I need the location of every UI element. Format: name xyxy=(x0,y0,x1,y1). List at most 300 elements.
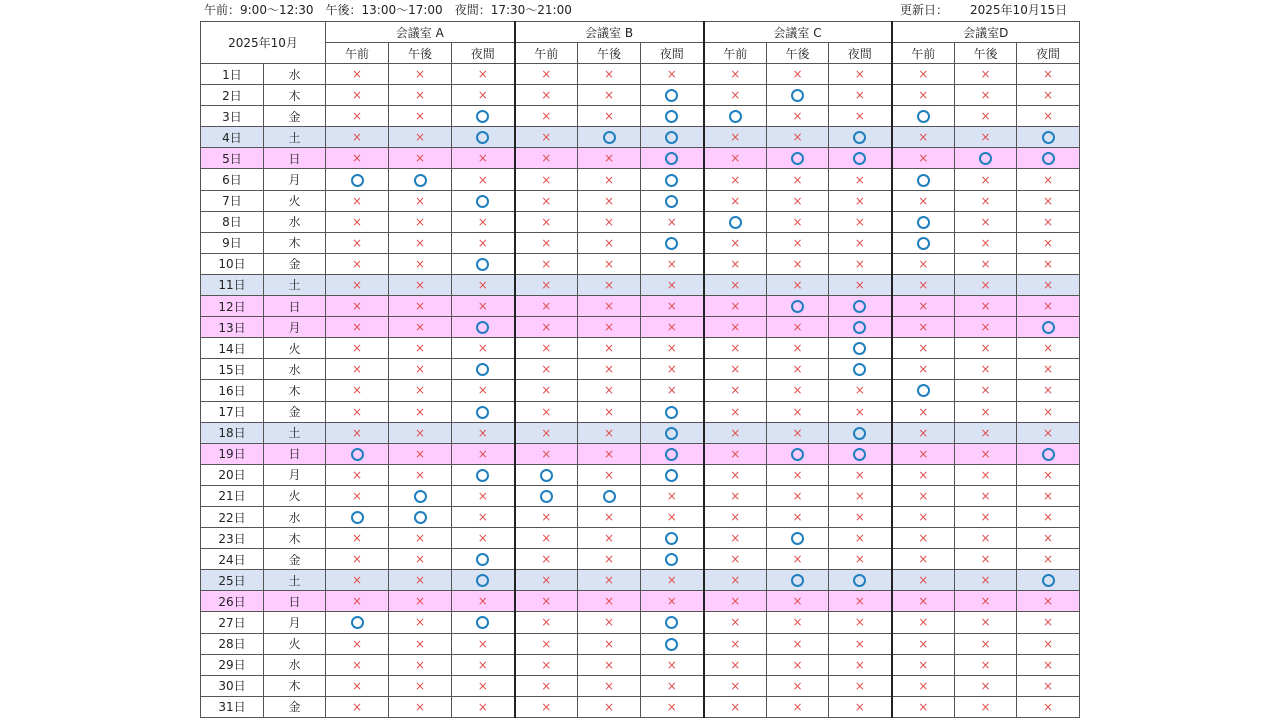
availability-cell xyxy=(767,570,829,591)
availability-cell xyxy=(452,633,515,654)
unavailable-mark: × xyxy=(918,404,929,419)
availability-cell xyxy=(641,106,704,127)
unavailable-mark: × xyxy=(414,467,426,482)
unavailable-mark: × xyxy=(792,341,803,356)
availability-cell xyxy=(767,296,829,317)
unavailable-mark: × xyxy=(854,256,865,271)
availability-cell xyxy=(515,211,578,232)
unavailable-mark: × xyxy=(792,699,803,714)
unavailable-mark: × xyxy=(351,467,363,482)
unavailable-mark: × xyxy=(730,446,741,461)
availability-cell xyxy=(767,528,829,549)
availability-cell xyxy=(892,675,955,696)
unavailable-mark: × xyxy=(918,636,929,651)
table-row xyxy=(201,696,1080,717)
availability-cell xyxy=(515,506,578,527)
unavailable-mark: × xyxy=(477,67,488,82)
unavailable-mark: × xyxy=(541,235,552,250)
availability-cell xyxy=(452,127,515,148)
availability-cell xyxy=(892,232,955,253)
availability-cell xyxy=(892,443,955,464)
availability-cell xyxy=(389,675,452,696)
availability-cell xyxy=(1017,443,1080,464)
availability-cell xyxy=(829,696,892,717)
room-header-b: 会議室 B xyxy=(515,22,704,43)
slot-header: 午前 xyxy=(704,43,767,64)
availability-cell xyxy=(892,380,955,401)
room-header-d: 会議室D xyxy=(892,22,1080,43)
availability-cell xyxy=(704,633,767,654)
available-mark xyxy=(476,110,489,123)
unavailable-mark: × xyxy=(854,214,865,229)
availability-cell xyxy=(892,274,955,295)
availability-cell xyxy=(326,675,389,696)
availability-cell xyxy=(704,675,767,696)
available-mark xyxy=(603,131,616,144)
unavailable-mark: × xyxy=(666,657,677,672)
availability-cell xyxy=(515,127,578,148)
unavailable-mark: × xyxy=(1043,109,1054,124)
unavailable-mark: × xyxy=(792,404,803,419)
unavailable-mark: × xyxy=(918,657,929,672)
unavailable-mark: × xyxy=(980,320,991,335)
available-mark xyxy=(853,574,866,587)
room-header-a: 会議室 A xyxy=(326,22,515,43)
availability-cell xyxy=(829,211,892,232)
available-mark xyxy=(414,174,427,187)
availability-cell xyxy=(326,317,389,338)
availability-cell xyxy=(767,485,829,506)
unavailable-mark: × xyxy=(604,531,615,546)
unavailable-mark: × xyxy=(792,235,803,250)
availability-cell xyxy=(389,296,452,317)
weekday-cell: 金 xyxy=(264,696,326,717)
availability-cell xyxy=(389,696,452,717)
availability-cell xyxy=(892,654,955,675)
unavailable-mark: × xyxy=(351,362,363,377)
unavailable-mark: × xyxy=(351,531,363,546)
available-mark xyxy=(853,363,866,376)
day-cell: 4日 xyxy=(201,127,264,148)
availability-cell xyxy=(892,127,955,148)
availability-cell xyxy=(704,549,767,570)
table-row xyxy=(201,506,1080,527)
availability-cell xyxy=(704,127,767,148)
available-mark xyxy=(1042,152,1055,165)
table-row xyxy=(201,591,1080,612)
availability-cell xyxy=(955,190,1017,211)
availability-cell xyxy=(515,274,578,295)
unavailable-mark: × xyxy=(918,678,929,693)
availability-cell xyxy=(892,591,955,612)
availability-cell xyxy=(892,148,955,169)
table-row xyxy=(201,106,1080,127)
availability-cell xyxy=(1017,64,1080,85)
weekday-cell: 金 xyxy=(264,401,326,422)
unavailable-mark: × xyxy=(477,425,488,440)
availability-cell xyxy=(578,106,641,127)
availability-cell xyxy=(955,549,1017,570)
availability-cell xyxy=(892,253,955,274)
availability-cell xyxy=(955,696,1017,717)
availability-cell xyxy=(767,274,829,295)
unavailable-mark: × xyxy=(1043,341,1054,356)
availability-cell xyxy=(829,169,892,190)
availability-cell xyxy=(704,190,767,211)
table-row xyxy=(201,317,1080,338)
unavailable-mark: × xyxy=(351,130,363,145)
unavailable-mark: × xyxy=(980,299,991,314)
availability-cell xyxy=(578,443,641,464)
day-cell: 16日 xyxy=(201,380,264,401)
unavailable-mark: × xyxy=(414,573,426,588)
availability-cell xyxy=(641,485,704,506)
availability-cell xyxy=(704,274,767,295)
slot-header: 午前 xyxy=(515,43,578,64)
availability-cell xyxy=(326,654,389,675)
availability-cell xyxy=(326,359,389,380)
available-mark xyxy=(853,342,866,355)
availability-cell xyxy=(892,696,955,717)
unavailable-mark: × xyxy=(351,383,363,398)
unavailable-mark: × xyxy=(604,193,615,208)
availability-cell xyxy=(767,506,829,527)
availability-cell xyxy=(892,464,955,485)
unavailable-mark: × xyxy=(918,256,929,271)
availability-cell xyxy=(892,211,955,232)
unavailable-mark: × xyxy=(980,256,991,271)
availability-cell xyxy=(704,64,767,85)
availability-cell xyxy=(515,148,578,169)
availability-cell xyxy=(389,317,452,338)
availability-cell xyxy=(452,64,515,85)
availability-cell xyxy=(326,338,389,359)
unavailable-mark: × xyxy=(414,362,426,377)
table-row xyxy=(201,654,1080,675)
unavailable-mark: × xyxy=(351,299,363,314)
unavailable-mark: × xyxy=(351,552,363,567)
availability-cell xyxy=(1017,485,1080,506)
unavailable-mark: × xyxy=(918,193,929,208)
unavailable-mark: × xyxy=(541,362,552,377)
day-cell: 20日 xyxy=(201,464,264,485)
availability-cell xyxy=(326,169,389,190)
unavailable-mark: × xyxy=(1043,594,1054,609)
unavailable-mark: × xyxy=(541,615,552,630)
available-mark xyxy=(853,300,866,313)
unavailable-mark: × xyxy=(477,699,488,714)
availability-cell xyxy=(515,591,578,612)
weekday-cell: 日 xyxy=(264,296,326,317)
availability-cell xyxy=(389,274,452,295)
availability-cell xyxy=(892,338,955,359)
availability-cell xyxy=(389,570,452,591)
unavailable-mark: × xyxy=(414,214,426,229)
unavailable-mark: × xyxy=(792,172,803,187)
availability-cell xyxy=(578,506,641,527)
unavailable-mark: × xyxy=(854,235,865,250)
unavailable-mark: × xyxy=(980,467,991,482)
unavailable-mark: × xyxy=(980,615,991,630)
unavailable-mark: × xyxy=(604,699,615,714)
unavailable-mark: × xyxy=(414,678,426,693)
availability-cell xyxy=(578,401,641,422)
unavailable-mark: × xyxy=(414,552,426,567)
unavailable-mark: × xyxy=(730,383,741,398)
availability-cell xyxy=(641,232,704,253)
day-cell: 6日 xyxy=(201,169,264,190)
unavailable-mark: × xyxy=(792,467,803,482)
unavailable-mark: × xyxy=(1043,510,1054,525)
availability-cell xyxy=(641,696,704,717)
availability-cell xyxy=(829,528,892,549)
availability-cell xyxy=(829,106,892,127)
unavailable-mark: × xyxy=(854,615,865,630)
availability-cell xyxy=(326,612,389,633)
unavailable-mark: × xyxy=(980,425,991,440)
availability-cell xyxy=(578,570,641,591)
availability-cell xyxy=(452,169,515,190)
unavailable-mark: × xyxy=(1043,67,1054,82)
unavailable-mark: × xyxy=(918,130,929,145)
unavailable-mark: × xyxy=(541,130,552,145)
unavailable-mark: × xyxy=(477,277,488,292)
unavailable-mark: × xyxy=(730,531,741,546)
weekday-cell: 月 xyxy=(264,464,326,485)
available-mark xyxy=(791,300,804,313)
unavailable-mark: × xyxy=(918,341,929,356)
availability-cell xyxy=(452,696,515,717)
unavailable-mark: × xyxy=(1043,552,1054,567)
availability-cell xyxy=(955,570,1017,591)
availability-cell xyxy=(578,85,641,106)
unavailable-mark: × xyxy=(854,88,865,103)
day-cell: 10日 xyxy=(201,253,264,274)
weekday-cell: 土 xyxy=(264,274,326,295)
unavailable-mark: × xyxy=(918,552,929,567)
availability-cell xyxy=(326,422,389,443)
availability-cell xyxy=(829,232,892,253)
unavailable-mark: × xyxy=(792,510,803,525)
unavailable-mark: × xyxy=(351,67,363,82)
unavailable-mark: × xyxy=(414,531,426,546)
unavailable-mark: × xyxy=(854,636,865,651)
weekday-cell: 日 xyxy=(264,591,326,612)
day-cell: 25日 xyxy=(201,570,264,591)
unavailable-mark: × xyxy=(477,214,488,229)
availability-cell xyxy=(955,64,1017,85)
weekday-cell: 月 xyxy=(264,317,326,338)
table-row xyxy=(201,464,1080,485)
unavailable-mark: × xyxy=(730,235,741,250)
unavailable-mark: × xyxy=(351,235,363,250)
available-mark xyxy=(476,195,489,208)
unavailable-mark: × xyxy=(604,341,615,356)
available-mark xyxy=(665,131,678,144)
unavailable-mark: × xyxy=(604,67,615,82)
unavailable-mark: × xyxy=(351,678,363,693)
availability-cell xyxy=(704,359,767,380)
unavailable-mark: × xyxy=(1043,362,1054,377)
unavailable-mark: × xyxy=(1043,657,1054,672)
availability-cell xyxy=(829,317,892,338)
availability-cell xyxy=(704,654,767,675)
unavailable-mark: × xyxy=(1043,404,1054,419)
availability-cell xyxy=(515,64,578,85)
availability-cell xyxy=(389,359,452,380)
availability-cell xyxy=(1017,380,1080,401)
availability-cell xyxy=(452,464,515,485)
unavailable-mark: × xyxy=(918,573,929,588)
availability-cell xyxy=(515,232,578,253)
unavailable-mark: × xyxy=(980,404,991,419)
day-cell: 12日 xyxy=(201,296,264,317)
availability-cell xyxy=(767,380,829,401)
availability-cell xyxy=(515,169,578,190)
availability-cell xyxy=(641,422,704,443)
availability-cell xyxy=(578,253,641,274)
unavailable-mark: × xyxy=(980,657,991,672)
unavailable-mark: × xyxy=(541,67,552,82)
available-mark xyxy=(853,448,866,461)
unavailable-mark: × xyxy=(854,383,865,398)
availability-cell xyxy=(1017,696,1080,717)
unavailable-mark: × xyxy=(730,573,741,588)
unavailable-mark: × xyxy=(541,552,552,567)
weekday-cell: 土 xyxy=(264,127,326,148)
availability-cell xyxy=(452,211,515,232)
unavailable-mark: × xyxy=(1043,214,1054,229)
unavailable-mark: × xyxy=(918,467,929,482)
availability-cell xyxy=(641,127,704,148)
slot-header: 午前 xyxy=(326,43,389,64)
unavailable-mark: × xyxy=(477,531,488,546)
availability-cell xyxy=(326,464,389,485)
table-row xyxy=(201,528,1080,549)
unavailable-mark: × xyxy=(1043,636,1054,651)
unavailable-mark: × xyxy=(541,657,552,672)
availability-cell xyxy=(578,64,641,85)
availability-cell xyxy=(892,570,955,591)
availability-cell xyxy=(452,549,515,570)
unavailable-mark: × xyxy=(414,615,426,630)
available-mark xyxy=(665,152,678,165)
unavailable-mark: × xyxy=(414,320,426,335)
weekday-cell: 水 xyxy=(264,654,326,675)
availability-cell xyxy=(955,675,1017,696)
availability-cell xyxy=(892,317,955,338)
unavailable-mark: × xyxy=(792,657,803,672)
availability-cell xyxy=(641,169,704,190)
unavailable-mark: × xyxy=(1043,172,1054,187)
day-cell: 17日 xyxy=(201,401,264,422)
unavailable-mark: × xyxy=(477,446,488,461)
slot-header: 夜間 xyxy=(641,43,704,64)
unavailable-mark: × xyxy=(414,404,426,419)
availability-cell xyxy=(578,696,641,717)
availability-cell xyxy=(1017,359,1080,380)
available-mark xyxy=(853,152,866,165)
availability-cell xyxy=(515,401,578,422)
availability-cell xyxy=(515,464,578,485)
unavailable-mark: × xyxy=(604,552,615,567)
unavailable-mark: × xyxy=(1043,256,1054,271)
available-mark xyxy=(476,363,489,376)
availability-cell xyxy=(389,591,452,612)
availability-cell xyxy=(452,148,515,169)
unavailable-mark: × xyxy=(918,594,929,609)
unavailable-mark: × xyxy=(604,299,615,314)
availability-cell xyxy=(955,296,1017,317)
availability-cell xyxy=(1017,338,1080,359)
unavailable-mark: × xyxy=(351,594,363,609)
availability-cell xyxy=(389,506,452,527)
availability-cell xyxy=(515,106,578,127)
availability-cell xyxy=(389,148,452,169)
availability-cell xyxy=(326,401,389,422)
slot-header: 午後 xyxy=(767,43,829,64)
availability-cell xyxy=(326,485,389,506)
unavailable-mark: × xyxy=(477,657,488,672)
weekday-cell: 土 xyxy=(264,570,326,591)
available-mark xyxy=(665,469,678,482)
unavailable-mark: × xyxy=(541,341,552,356)
availability-cell xyxy=(892,190,955,211)
availability-cell xyxy=(452,232,515,253)
availability-cell xyxy=(955,380,1017,401)
availability-cell xyxy=(955,654,1017,675)
unavailable-mark: × xyxy=(351,488,363,503)
unavailable-mark: × xyxy=(604,678,615,693)
availability-cell xyxy=(1017,401,1080,422)
weekday-cell: 日 xyxy=(264,443,326,464)
unavailable-mark: × xyxy=(541,320,552,335)
unavailable-mark: × xyxy=(604,277,615,292)
availability-cell xyxy=(829,64,892,85)
unavailable-mark: × xyxy=(666,678,677,693)
day-cell: 24日 xyxy=(201,549,264,570)
unavailable-mark: × xyxy=(351,341,363,356)
availability-cell xyxy=(641,359,704,380)
unavailable-mark: × xyxy=(730,657,741,672)
unavailable-mark: × xyxy=(351,193,363,208)
table-row xyxy=(201,232,1080,253)
updated-info xyxy=(900,0,1067,20)
availability-cell xyxy=(452,401,515,422)
unavailable-mark: × xyxy=(541,573,552,588)
availability-cell xyxy=(829,85,892,106)
availability-cell xyxy=(704,696,767,717)
availability-cell xyxy=(641,296,704,317)
availability-cell xyxy=(326,506,389,527)
availability-cell xyxy=(641,464,704,485)
availability-cell xyxy=(704,380,767,401)
availability-cell xyxy=(641,401,704,422)
availability-cell xyxy=(389,106,452,127)
unavailable-mark: × xyxy=(604,256,615,271)
day-cell: 22日 xyxy=(201,506,264,527)
unavailable-mark: × xyxy=(414,446,426,461)
availability-cell xyxy=(767,190,829,211)
unavailable-mark: × xyxy=(854,699,865,714)
availability-cell xyxy=(326,591,389,612)
unavailable-mark: × xyxy=(792,362,803,377)
unavailable-mark: × xyxy=(730,130,741,145)
unavailable-mark: × xyxy=(792,67,803,82)
availability-cell xyxy=(1017,85,1080,106)
availability-cell xyxy=(452,359,515,380)
availability-cell xyxy=(641,85,704,106)
